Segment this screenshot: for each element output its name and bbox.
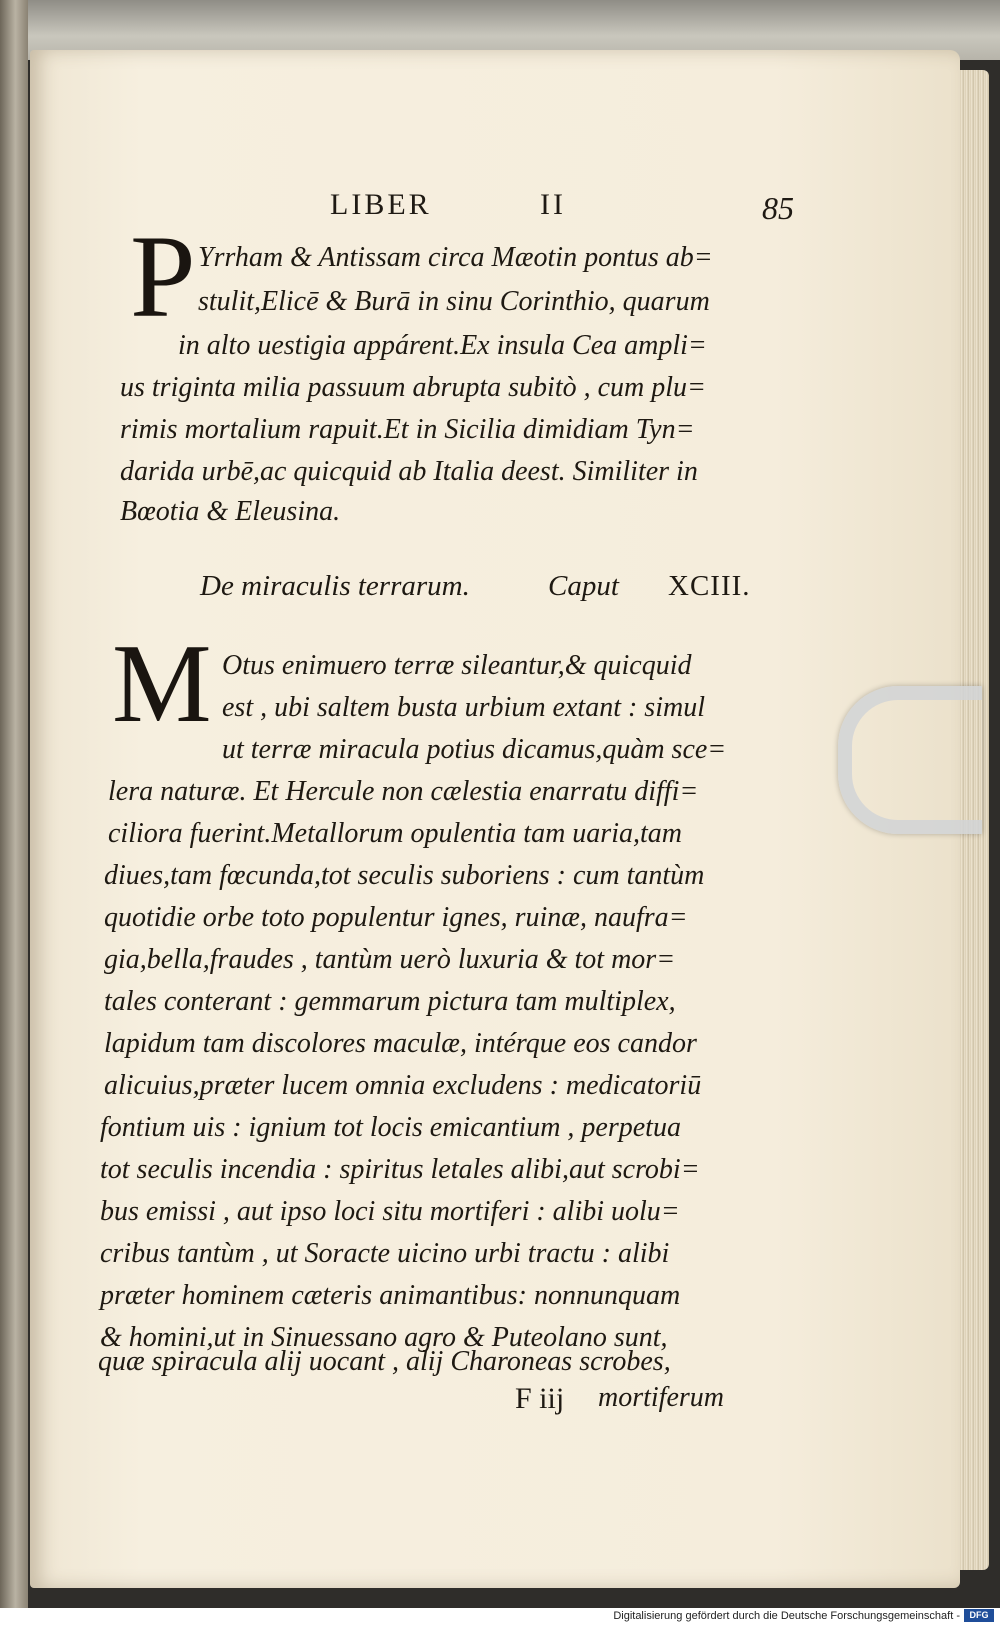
text-line: rimis mortalium rapuit.Et in Sicilia dimidiam Tyn= [120,414,695,445]
text-line: quotidie orbe toto populentur ignes, ruinæ, naufra= [104,902,688,933]
chapter-caput: Caput [548,570,619,602]
text-line: præter hominem cæteris animantibus: nonnunquam [100,1280,681,1311]
drop-capital-m: M [112,622,212,746]
dfg-logo: DFG [964,1609,994,1622]
text-line: in alto uestigia appárent.Ex insula Cea ampli= [178,330,707,361]
text-line: lera naturæ. Et Hercule non cælestia enarratu diffi= [108,776,699,807]
text-line: Bœotia & Eleusina. [120,496,341,527]
text-line: quæ spiracula alij uocant , alij Charoneas scrobes, [98,1346,671,1377]
catchword: mortiferum [598,1382,724,1413]
left-page-edge [0,0,28,1608]
text-line: Yrrham & Antissam circa Mæotin pontus ab= [198,242,713,273]
running-title: LIBER [330,188,432,221]
text-line: lapidum tam discolores maculæ, intérque eos candor [104,1028,697,1059]
page-number: 85 [762,190,794,226]
page-clip [838,686,982,834]
chapter-number: XCIII. [668,570,751,602]
text-line: tot seculis incendia : spiritus letales alibi,aut scrobi= [100,1154,700,1185]
signature-mark: F iij [515,1382,565,1415]
book-number: II [540,188,566,221]
text-line: ciliora fuerint.Metallorum opulentia tam uaria,tam [108,818,682,849]
page-header [330,188,800,238]
text-line: cribus tantùm , ut Soracte uicino urbi tractu : alibi [100,1238,670,1269]
chapter-title: De miraculis terrarum. [200,570,470,602]
chapter-heading [200,570,770,610]
text-line: bus emissi , aut ipso loci situ mortiferi : alibi uolu= [100,1196,680,1227]
text-line: us triginta milia passuum abrupta subitò , cum plu= [120,372,706,403]
funding-credit: Digitalisierung gefördert durch die Deutsche Forschungsgemeinschaft - [613,1610,960,1622]
text-line: fontium uis : ignium tot locis emicantium , perpetua [100,1112,681,1143]
text-line: stulit,Elicē & Burā in sinu Corinthio, quarum [198,286,710,317]
text-line: ut terræ miracula potius dicamus,quàm sce= [222,734,727,765]
drop-capital-p: P [130,211,196,342]
text-line: alicuius,præter lucem omnia excludens : medicatoriū [104,1070,702,1101]
text-line: Otus enimuero terræ sileantur,& quicquid [222,650,692,681]
text-line: gia,bella,fraudes , tantùm uerò luxuria & tot mor= [104,944,676,975]
text-line: & homini,ut in Sinuessano agro & Puteolano sunt, [100,1322,668,1353]
text-line: tales conterant : gemmarum pictura tam multiplex, [104,986,676,1017]
text-line: est , ubi saltem busta urbium extant : simul [222,692,705,723]
text-line: darida urbē,ac quicquid ab Italia deest. Similiter in [120,456,698,487]
text-line: diues,tam fœcunda,tot seculis suboriens : cum tantùm [104,860,705,891]
